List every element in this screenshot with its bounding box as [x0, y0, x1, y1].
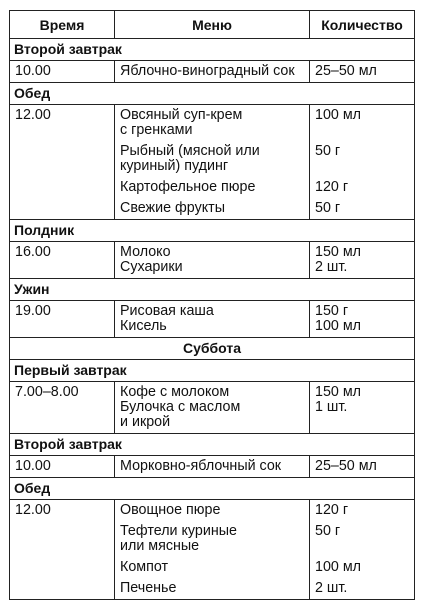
menu-item: куриный) пудинг: [120, 158, 229, 174]
column-header-quantity: Количество: [310, 11, 415, 39]
menu-item: Печенье: [120, 580, 177, 596]
quantity-cell: [310, 456, 415, 478]
section-header-row: [10, 434, 415, 456]
section-header-row: [10, 360, 415, 382]
section-title: Суббота: [10, 338, 415, 360]
menu-table-container: [9, 10, 414, 600]
menu-cell: [115, 105, 310, 220]
menu-item: с гренками: [120, 122, 193, 138]
menu-item: Овощное пюре: [120, 502, 221, 518]
menu-item: Тефтели куриные: [120, 523, 237, 539]
menu-item: Картофельное пюре: [120, 179, 256, 195]
time-cell: [10, 382, 115, 434]
section-title: Полдник: [10, 220, 415, 242]
quantity-cell: [310, 61, 415, 83]
time-cell: [10, 456, 115, 478]
section-title: Второй завтрак: [10, 39, 415, 61]
section-header-row: [10, 220, 415, 242]
section-header-row: [10, 338, 415, 360]
menu-cell: [115, 456, 310, 478]
menu-item: Яблочно-виноградный сок: [120, 63, 295, 79]
quantity-value: 150 мл: [315, 244, 361, 260]
time-value: 7.00–8.00: [15, 384, 79, 400]
time-value: 16.00: [15, 244, 51, 260]
quantity-cell: [310, 382, 415, 434]
time-cell: [10, 301, 115, 338]
menu-cell: [115, 500, 310, 600]
table-row: [10, 242, 415, 279]
time-cell: [10, 500, 115, 600]
table-row: [10, 301, 415, 338]
quantity-cell: [310, 301, 415, 338]
table-row: [10, 500, 415, 600]
menu-cell: [115, 61, 310, 83]
section-header-row: [10, 478, 415, 500]
quantity-value: 150 г: [315, 303, 349, 319]
quantity-value: [315, 123, 414, 138]
menu-item: Рыбный (мясной или: [120, 143, 260, 159]
time-value: 19.00: [15, 303, 51, 319]
time-cell: [10, 61, 115, 83]
quantity-value: 25–50 мл: [315, 63, 377, 79]
time-value: 12.00: [15, 502, 51, 518]
quantity-value: 120 г: [315, 502, 349, 518]
table-row: [10, 105, 415, 220]
menu-table: [9, 10, 415, 600]
quantity-value: [315, 159, 414, 174]
table-body: [10, 39, 415, 600]
time-value: 10.00: [15, 63, 51, 79]
menu-item: Рисовая каша: [120, 303, 214, 319]
time-value: 10.00: [15, 458, 51, 474]
quantity-value: 50 г: [315, 200, 341, 216]
table-row: [10, 382, 415, 434]
section-header-row: [10, 39, 415, 61]
quantity-value: 100 мл: [315, 318, 361, 334]
quantity-value: 100 мл: [315, 559, 361, 575]
quantity-cell: [310, 242, 415, 279]
table-header-row: [10, 11, 415, 39]
menu-item: Сухарики: [120, 259, 183, 275]
column-header-menu: Меню: [115, 11, 310, 39]
menu-item: Компот: [120, 559, 169, 575]
quantity-value: 1 шт.: [315, 399, 348, 415]
table-row: [10, 456, 415, 478]
menu-item: Овсяный суп-крем: [120, 107, 243, 123]
section-title: Ужин: [10, 279, 415, 301]
quantity-value: 120 г: [315, 179, 349, 195]
quantity-value: 25–50 мл: [315, 458, 377, 474]
quantity-value: [315, 539, 414, 554]
quantity-value: 150 мл: [315, 384, 361, 400]
menu-item: и икрой: [120, 414, 171, 430]
menu-cell: [115, 242, 310, 279]
time-value: 12.00: [15, 107, 51, 123]
section-title: Первый завтрак: [10, 360, 415, 382]
quantity-value: 50 г: [315, 523, 341, 539]
quantity-value: 100 мл: [315, 107, 361, 123]
section-title: Обед: [10, 83, 415, 105]
menu-item: Свежие фрукты: [120, 200, 225, 216]
quantity-cell: [310, 500, 415, 600]
column-header-time: Время: [10, 11, 115, 39]
quantity-cell: [310, 105, 415, 220]
quantity-value: [315, 415, 414, 430]
menu-cell: [115, 382, 310, 434]
menu-item: Кисель: [120, 318, 167, 334]
menu-item: Молоко: [120, 244, 171, 260]
quantity-value: 2 шт.: [315, 259, 348, 275]
quantity-value: 2 шт.: [315, 580, 348, 596]
section-header-row: [10, 279, 415, 301]
time-cell: [10, 242, 115, 279]
menu-cell: [115, 301, 310, 338]
time-cell: [10, 105, 115, 220]
section-title: Второй завтрак: [10, 434, 415, 456]
table-row: [10, 61, 415, 83]
section-header-row: [10, 83, 415, 105]
menu-item: или мясные: [120, 538, 200, 554]
menu-item: Морковно-яблочный сок: [120, 458, 282, 474]
menu-item: Кофе с молоком: [120, 384, 230, 400]
section-title: Обед: [10, 478, 415, 500]
quantity-value: 50 г: [315, 143, 341, 159]
menu-item: Булочка с маслом: [120, 399, 241, 415]
